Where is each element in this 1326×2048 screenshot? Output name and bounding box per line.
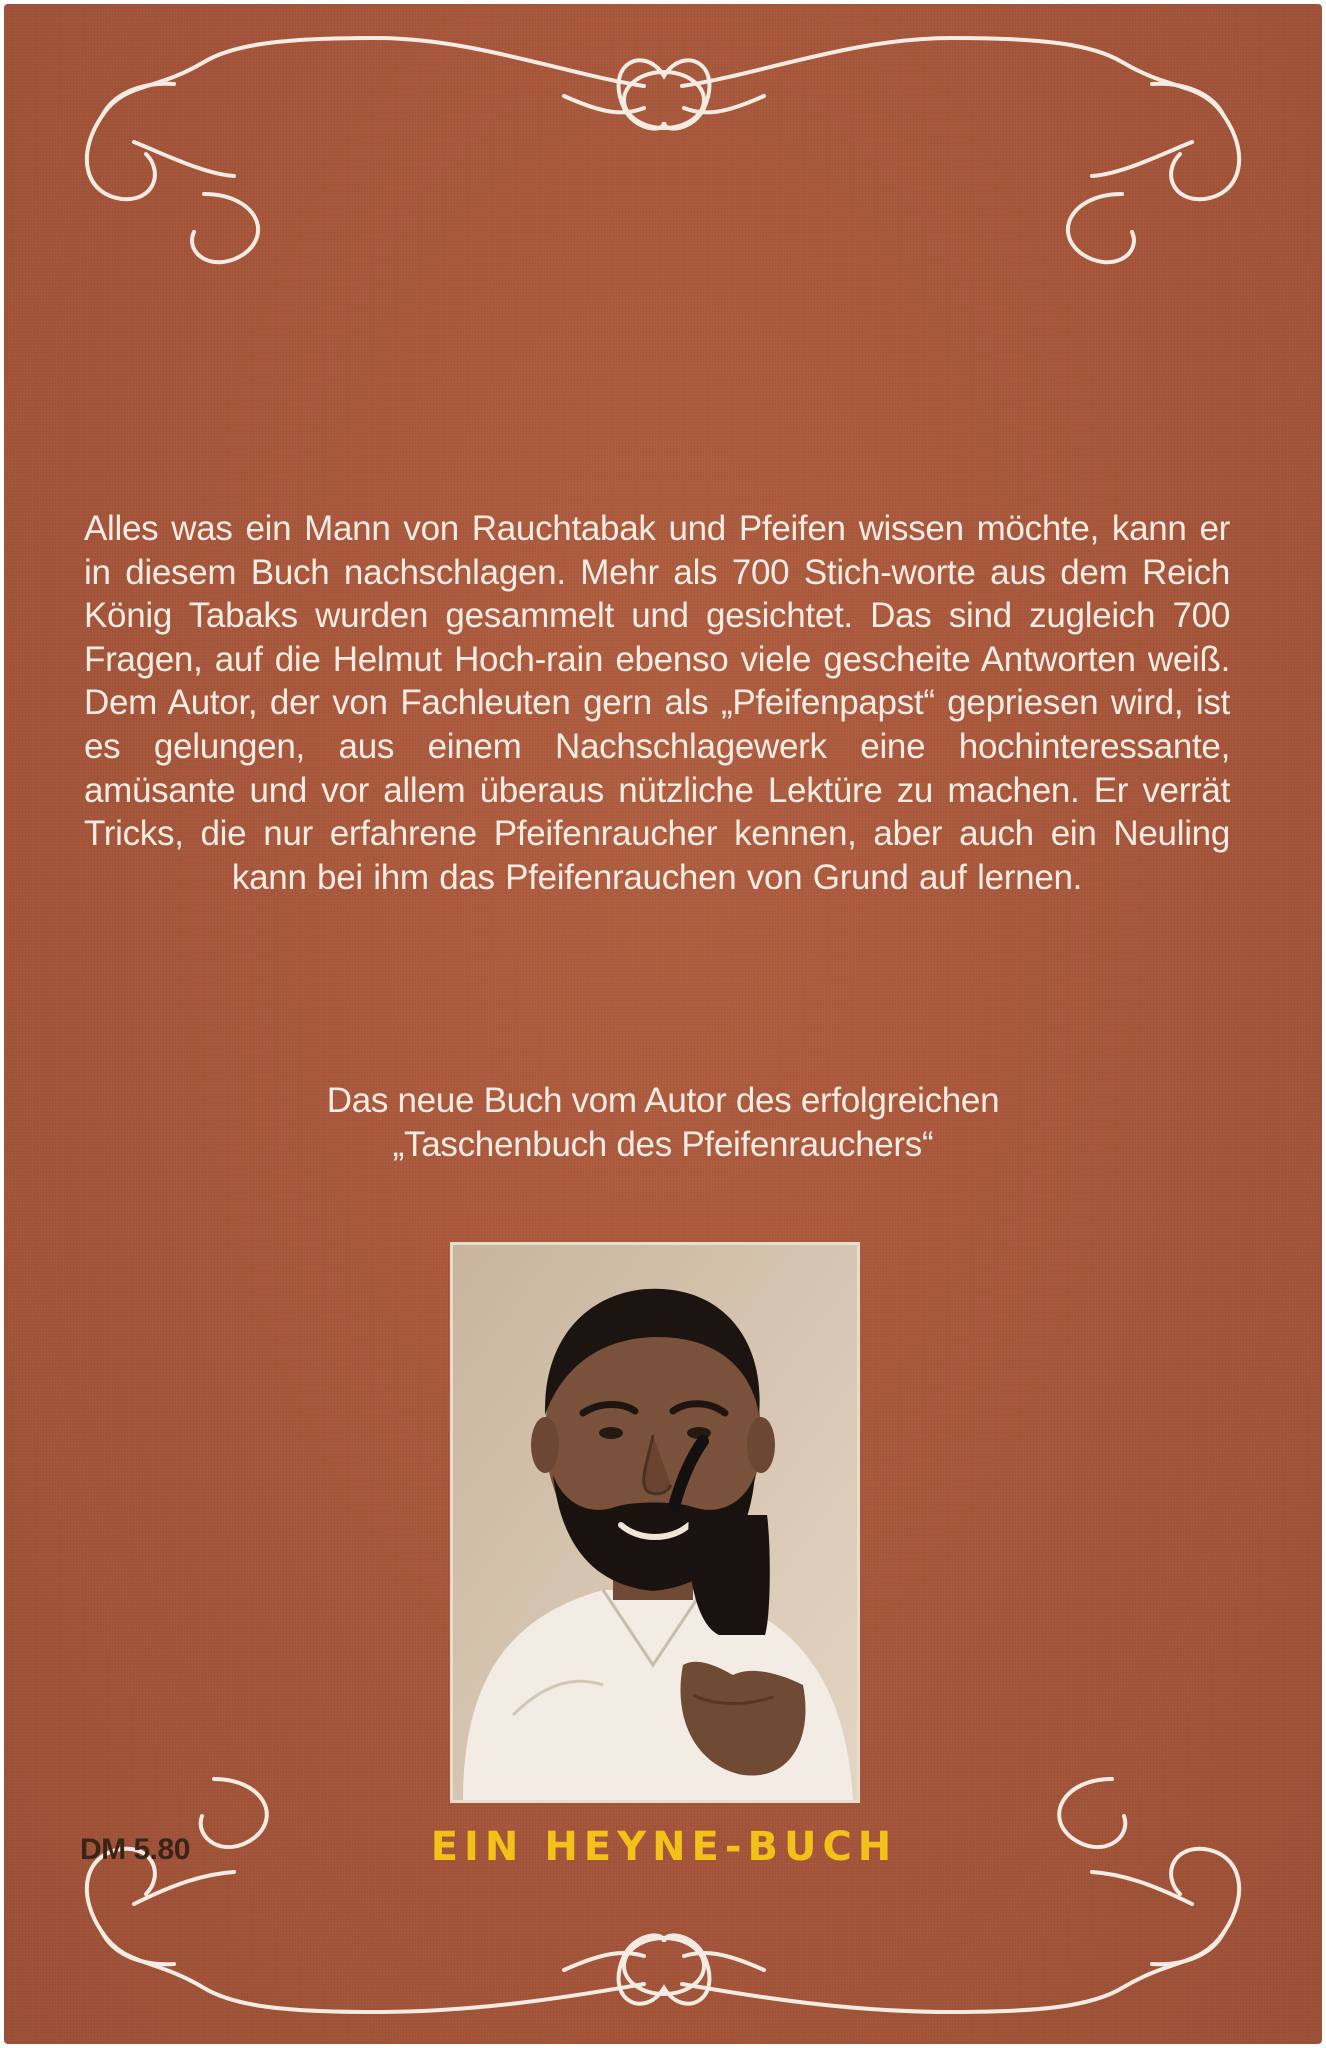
book-back-cover — [4, 4, 1322, 2044]
tagline — [4, 1079, 1322, 1167]
blurb-text: Alles was ein Mann von Rauchtabak und Pfeifen wissen möchte, kann er in diesem Buch nachschlagen. Mehr als 700 Stich-worte aus dem Reich König Tabaks wurden gesammelt und gesichtet. Das sind zugleich 700 Fragen, auf die Helmut Hoch-rain ebenso viele gescheite Antworten weiß. Dem Autor, der von Fachleuten gern als „Pfeifenpapst“ gepriesen wird, ist es gelungen, aus einem Nachschlagewerk eine hochinteressante, amüsante und vor allem überaus nützliche Lektüre zu machen. Er verrät Tricks, die nur erfahrene Pfeifenraucher kennen, aber auch ein Neuling kann bei ihm das Pfeifenrauchen von Grund auf lernen. — [84, 509, 1230, 897]
author-photo — [450, 1242, 860, 1803]
tagline-line-2: „Taschenbuch des Pfeifenrauchers“ — [392, 1125, 934, 1164]
publisher-label: EIN HEYNE-BUCH — [430, 1824, 898, 1870]
price-label: DM 5.80 — [80, 1833, 190, 1866]
tagline-line-1: Das neue Buch vom Autor des erfolgreichen — [326, 1081, 1000, 1120]
author-portrait-illustration — [453, 1245, 857, 1800]
